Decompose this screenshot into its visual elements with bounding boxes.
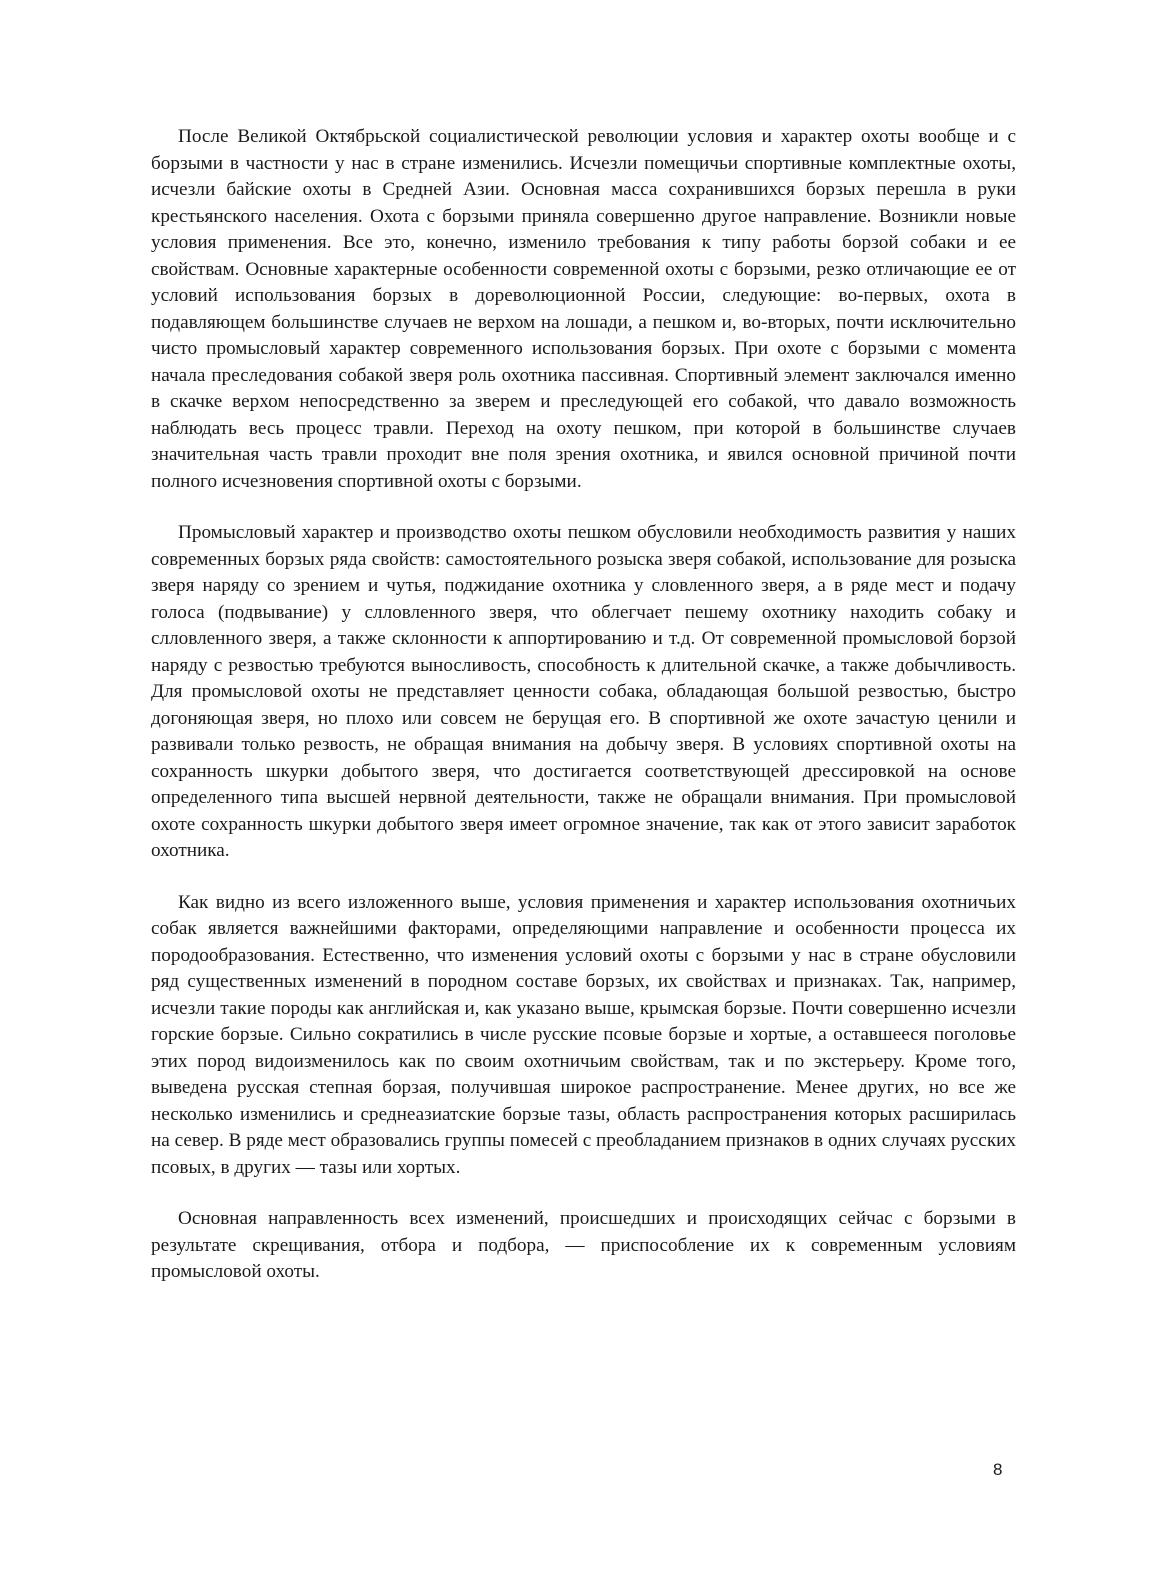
page-body [151, 124, 1016, 1311]
page-number: 8 [993, 1460, 1003, 1479]
paragraph-2: Промысловый характер и производство охоты пешком обусловили необходимость развития у наших современных борзых ряда свойств: самостоятельного розыска зверя собакой, использование для розыска зверя наряду со зрением и чутья, поджидание охотника у словленного зверя, а в ряде мест и подачу голоса (подвывание) у слловленного зверя, что облегчает пешему охотнику находить собаку и слловленного зверя, а также склонности к аппортированию и т.д. От современной промысловой борзой наряду с резвостью требуются выносливость, способность к длительной скачке, а также добычливость. Для промысловой охоты не представляет ценности собака, обладающая большой резвостью, быстро догоняющая зверя, но плохо или совсем не берущая его. В спортивной же охоте зачастую ценили и развивали только резвость, не обращая внимания на добычу зверя. В условиях спортивной охоты на сохранность шкурки добытого зверя, что достигается соответствующей дрессировкой на основе определенного типа высшей нервной деятельности, также не обращали внимания. При промысловой охоте сохранность шкурки добытого зверя имеет огромное значение, так как от этого зависит заработок охотника. [151, 522, 1016, 861]
paragraph-3: Как видно из всего изложенного выше, условия применения и характер использования охотничьих собак является важнейшими факторами, определяющими направление и особенности процесса их породообразования. Естественно, что изменения условий охоты с борзыми у нас в стране обусловили ряд существенных изменений в породном составе борзых, их свойствах и признаках. Так, например, исчезли такие породы как английская и, как указано выше, крымская борзые. Почти совершенно исчезли горские борзые. Сильно сократились в числе русские псовые борзые и хортые, а оставшееся поголовье этих пород видоизменилось как по своим охотничьим свойствам, так и по экстерьеру. Кроме того, выведена русская степная борзая, получившая широкое распространение. Менее других, но все же несколько изменились и среднеазиатские борзые тазы, область распространения которых расширилась на север. В ряде мест образовались группы помесей с преобладанием признаков в одних случаях русских псовых, в других — тазы или хортых. [151, 891, 1016, 1178]
paragraph-4: Основная направленность всех изменений, происшедших и происходящих сейчас с борзыми в результате скрещивания, отбора и подбора, — приспособление их к современным условиям промысловой охоты. [151, 1208, 1016, 1282]
paragraph-1: После Великой Октябрьской социалистической революции условия и характер охоты вообще и с борзыми в частности у нас в стране изменились. Исчезли помещичьи спортивные комплектные охоты, исчезли байские охоты в Средней Азии. Основная масса сохранившихся борзых перешла в руки крестьянского населения. Охота с борзыми приняла совершенно другое направление. Возникли новые условия применения. Все это, конечно, изменило требования к типу работы борзой собаки и ее свойствам. Основные характерные особенности современной охоты с борзыми, резко отличающие ее от условий использования борзых в дореволюционной России, следующие: во-первых, охота в подавляющем большинстве случаев не верхом на лошади, а пешком и, во-вторых, почти исключительно чисто промысловый характер современного использования борзых. При охоте с борзыми с момента начала преследования собакой зверя роль охотника пассивная. Спортивный элемент заключался именно в скачке верхом непосредственно за зверем и преследующей его собакой, что давало возможность наблюдать весь процесс травли. Переход на охоту пешком, при которой в большинстве случаев значительная часть травли проходит вне поля зрения охотника, и явился основной причиной почти полного исчезновения спортивной охоты с борзыми. [151, 126, 1016, 492]
